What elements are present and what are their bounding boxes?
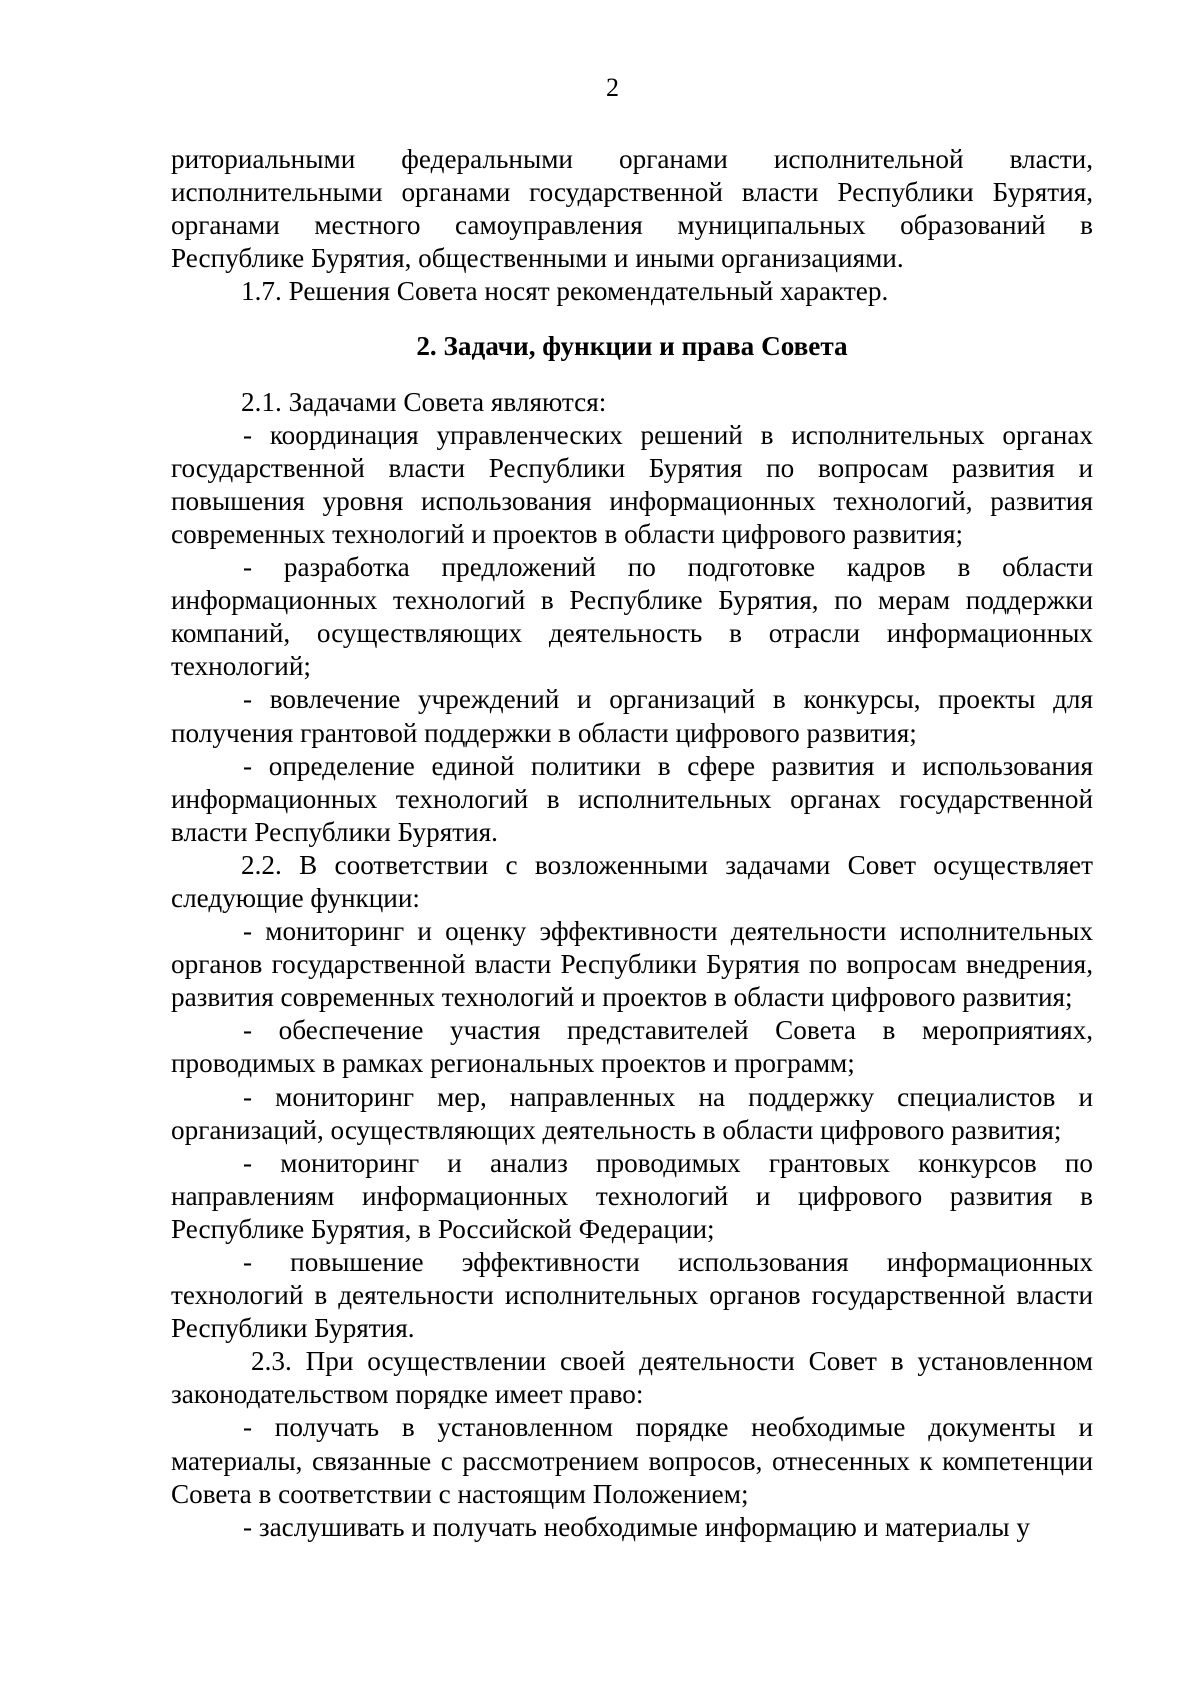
tasks-item: - разработка предложений по подготовке кадров в области информационных технологий в Республике Бурятия, по мерам поддержки компаний, осуществляющих деятельность в отрасли информационных технологий; bbox=[171, 552, 1093, 682]
rights-intro: 2.3. При осуществлении своей деятельности Совет в установленном законодательством порядке имеет право: bbox=[171, 1346, 1093, 1410]
functions-item: - повышение эффективности использования информационных технологий в деятельности исполнительных органов государственной власти Республики Бурятия. bbox=[171, 1247, 1093, 1344]
section-heading: 2. Задачи, функции и права Совета bbox=[416, 331, 848, 362]
paragraph-continuation: риториальными федеральными органами исполнительной власти, исполнительными органами государственной власти Республики Бурятия, органами местного самоуправления муниципальных образований в Республике Бурятия, общественными и иными организациями. bbox=[171, 144, 1093, 274]
paragraph-1-7: 1.7. Решения Совета носят рекомендательный характер. bbox=[241, 276, 889, 307]
tasks-item: - определение единой политики в сфере развития и использования информационных технологий в исполнительных органах государственной власти Республики Бурятия. bbox=[171, 750, 1093, 847]
rights-item: - получать в установленном порядке необходимые документы и материалы, связанные с рассмотрением вопросов, отнесенных к компетенции Совета в соответствии с настоящим Положением; bbox=[171, 1412, 1093, 1509]
tasks-item: - координация управленческих решений в исполнительных органах государственной власти Республики Бурятия по вопросам развития и повышения уровня использования информационных технологий, развития современных технологий и проектов в области цифрового развития; bbox=[171, 419, 1093, 549]
functions-item: - мониторинг и анализ проводимых грантовых конкурсов по направлениям информационных технологий и цифрового развития в Республике Бурятия, в Российской Федерации; bbox=[171, 1147, 1093, 1244]
tasks-item: - вовлечение учреждений и организаций в конкурсы, проекты для получения грантовой поддержки в области цифрового развития; bbox=[171, 684, 1093, 748]
tasks-intro: 2.1. Задачами Совета являются: bbox=[241, 386, 607, 417]
functions-item: - мониторинг и оценку эффективности деятельности исполнительных органов государственной власти Республики Бурятия по вопросам внедрения, развития современных технологий и проектов в области цифрового развития; bbox=[171, 916, 1093, 1013]
rights-item: - заслушивать и получать необходимые информацию и материалы у bbox=[243, 1511, 1030, 1542]
functions-intro: 2.2. В соответствии с возложенными задачами Совет осуществляет следующие функции: bbox=[171, 849, 1093, 913]
page-number: 2 bbox=[606, 73, 619, 102]
document-body bbox=[171, 143, 1093, 1544]
functions-item: - мониторинг мер, направленных на поддержку специалистов и организаций, осуществляющих деятельность в области цифрового развития; bbox=[171, 1081, 1093, 1145]
functions-item: - обеспечение участия представителей Совета в мероприятиях, проводимых в рамках региональных проектов и программ; bbox=[171, 1015, 1093, 1079]
